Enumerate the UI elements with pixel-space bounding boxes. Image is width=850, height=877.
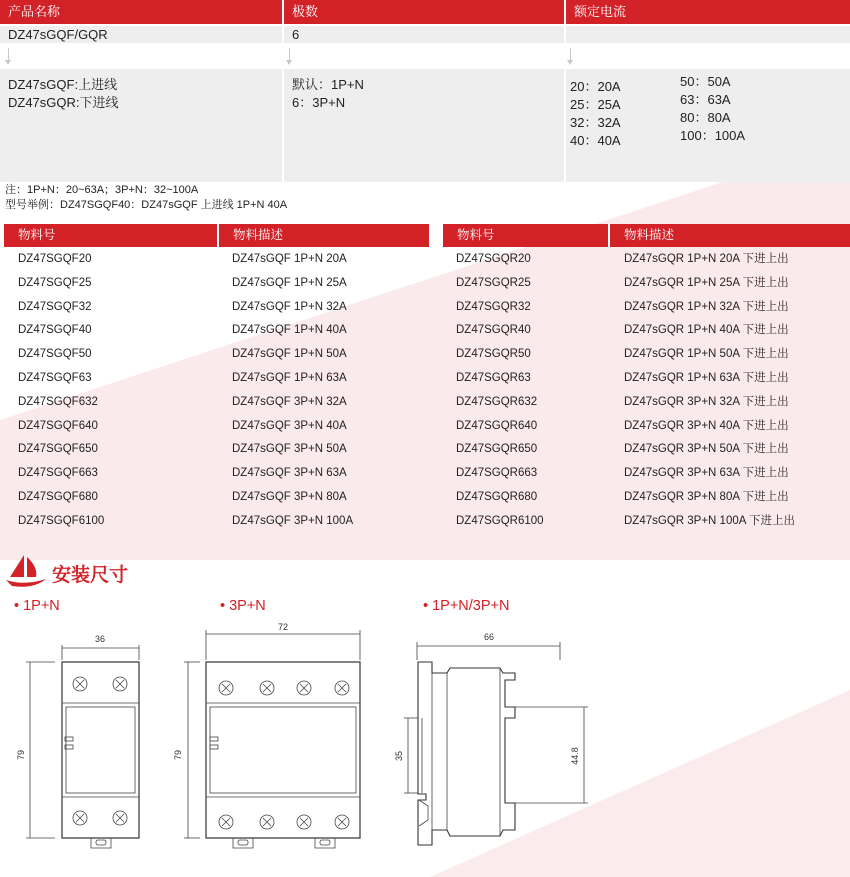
current-option: 25：25A <box>570 97 621 112</box>
dim-1p-width: 36 <box>94 634 106 644</box>
material-description: DZ47sGQF 3P+N 100A <box>232 514 354 527</box>
material-code: DZ47SGQF663 <box>18 467 98 480</box>
col-code-header: 物料号 <box>18 228 56 242</box>
table-row <box>440 464 850 488</box>
current-option: 100：100A <box>680 128 746 143</box>
pole-option: 默认：1P+N <box>292 77 364 92</box>
material-code: DZ47SGQF50 <box>18 348 92 361</box>
material-code: DZ47SGQF632 <box>18 395 98 408</box>
label-side: • 1P+N/3P+N <box>423 598 510 614</box>
material-code: DZ47SGQR640 <box>456 419 538 432</box>
table-row <box>440 274 850 298</box>
material-description: DZ47sGQF 3P+N 63A <box>232 467 347 480</box>
table-row <box>440 298 850 322</box>
material-code: DZ47SGQR63 <box>456 371 531 384</box>
material-description: DZ47sGQF 1P+N 50A <box>232 348 347 361</box>
material-description: DZ47sGQF 1P+N 40A <box>232 324 347 337</box>
dim-1p-height: 79 <box>16 749 26 761</box>
current-option: 50：50A <box>680 74 731 89</box>
material-code: DZ47SGQR32 <box>456 300 531 313</box>
material-description: DZ47sGQR 1P+N 63A 下进上出 <box>624 371 789 384</box>
table-row <box>0 488 430 512</box>
material-description: DZ47sGQR 3P+N 100A 下进上出 <box>624 514 795 527</box>
table-row <box>0 393 430 417</box>
material-code: DZ47SGQR20 <box>456 253 531 265</box>
material-code: DZ47SGQR6100 <box>456 514 544 527</box>
table-row <box>440 488 850 512</box>
table-row <box>0 298 430 322</box>
material-description: DZ47sGQR 3P+N 50A 下进上出 <box>624 443 789 456</box>
label-3p: • 3P+N <box>220 598 266 614</box>
arrow-down-icon <box>8 48 9 62</box>
material-description: DZ47sGQR 3P+N 40A 下进上出 <box>624 419 789 432</box>
material-code: DZ47SGQR50 <box>456 348 531 361</box>
material-code: DZ47SGQF32 <box>18 300 92 313</box>
notes <box>5 183 287 213</box>
material-description: DZ47sGQR 3P+N 63A 下进上出 <box>624 467 789 480</box>
header-rated-current: 额定电流 <box>566 0 850 24</box>
material-description: DZ47sGQF 1P+N 32A <box>232 300 347 313</box>
material-description: DZ47sGQR 1P+N 25A 下进上出 <box>624 276 789 289</box>
material-description: DZ47sGQR 3P+N 32A 下进上出 <box>624 395 789 408</box>
current-option: 32：32A <box>570 115 621 130</box>
label-1p: • 1P+N <box>14 598 60 614</box>
section-title-install: 安装尺寸 <box>52 565 129 586</box>
material-code: DZ47SGQF680 <box>18 490 98 503</box>
sailboat-logo-icon <box>4 553 48 589</box>
note-example: 型号举例：DZ47SGQF40：DZ47sGQF 上进线 1P+N 40A <box>5 199 288 211</box>
poles-options-cell <box>284 69 564 182</box>
material-description: DZ47sGQR 1P+N 32A 下进上出 <box>624 300 789 313</box>
material-code: DZ47SGQF40 <box>18 324 92 337</box>
material-table-left-header <box>4 224 429 247</box>
material-description: DZ47sGQF 3P+N 80A <box>232 490 347 503</box>
table-row <box>0 440 430 464</box>
pole-option: 6：3P+N <box>292 95 346 110</box>
material-list-gqr <box>440 250 850 536</box>
dim-side-height: 44.8 <box>570 747 580 765</box>
note-range: 注：1P+N：20~63A；3P+N：32~100A <box>5 184 199 196</box>
material-description: DZ47sGQR 1P+N 40A 下进上出 <box>624 324 789 337</box>
table-row <box>0 250 430 274</box>
col-desc-header: 物料描述 <box>624 228 675 242</box>
material-code: DZ47SGQR663 <box>456 467 538 480</box>
material-description: DZ47sGQR 1P+N 20A 下进上出 <box>624 253 789 265</box>
material-description: DZ47sGQF 1P+N 25A <box>232 276 347 289</box>
table-row <box>0 512 430 536</box>
header-product-name: 产品名称 <box>0 0 282 24</box>
material-code: DZ47SGQR650 <box>456 443 538 456</box>
material-description: DZ47sGQF 1P+N 63A <box>232 371 347 384</box>
material-code: DZ47SGQF63 <box>18 371 92 384</box>
material-code: DZ47SGQF6100 <box>18 514 105 527</box>
current-cell <box>566 26 850 43</box>
table-row <box>0 321 430 345</box>
material-code: DZ47SGQF640 <box>18 419 98 432</box>
dim-side-rail: 35 <box>394 750 404 762</box>
material-description: DZ47sGQF 3P+N 50A <box>232 443 347 456</box>
table-row <box>440 250 850 274</box>
current-option: 40：40A <box>570 133 621 148</box>
material-code: DZ47SGQR40 <box>456 324 531 337</box>
col-desc-header: 物料描述 <box>233 228 284 242</box>
material-code: DZ47SGQR680 <box>456 490 538 503</box>
name-option: DZ47sGQR:下进线 <box>8 95 119 110</box>
current-option: 80：80A <box>680 110 731 125</box>
material-description: DZ47sGQF 1P+N 20A <box>232 253 347 265</box>
table-row <box>0 464 430 488</box>
table-row <box>0 417 430 441</box>
material-description: DZ47sGQF 3P+N 40A <box>232 419 347 432</box>
names-cell <box>0 69 282 182</box>
current-option: 63：63A <box>680 92 731 107</box>
table-row <box>0 345 430 369</box>
poles-cell: 6 <box>284 26 564 43</box>
table-row <box>440 321 850 345</box>
current-option: 20：20A <box>570 79 621 94</box>
table-row <box>0 274 430 298</box>
table-row <box>440 393 850 417</box>
header-poles: 极数 <box>284 0 564 24</box>
material-table-right-header <box>443 224 850 247</box>
col-code-header: 物料号 <box>457 228 495 242</box>
material-code: DZ47SGQF650 <box>18 443 98 456</box>
material-code: DZ47SGQR25 <box>456 276 531 289</box>
material-list-gqf <box>0 250 430 536</box>
material-description: DZ47sGQR 3P+N 80A 下进上出 <box>624 490 789 503</box>
model-cell: DZ47sGQF/GQR <box>0 26 282 43</box>
material-code: DZ47SGQR632 <box>456 395 538 408</box>
material-description: DZ47sGQF 3P+N 32A <box>232 395 347 408</box>
table-row <box>440 369 850 393</box>
name-option: DZ47sGQF:上进线 <box>8 77 118 92</box>
dim-side-depth: 66 <box>483 632 495 642</box>
material-description: DZ47sGQR 1P+N 50A 下进上出 <box>624 348 789 361</box>
table-row <box>440 512 850 536</box>
material-code: DZ47SGQF20 <box>18 253 92 265</box>
table-row <box>0 369 430 393</box>
arrow-down-icon <box>289 48 290 62</box>
arrow-down-icon <box>570 48 571 62</box>
dim-3p-height: 79 <box>173 749 183 761</box>
table-row <box>440 417 850 441</box>
material-code: DZ47SGQF25 <box>18 276 92 289</box>
table-row <box>440 345 850 369</box>
current-options-cell <box>566 69 850 182</box>
dim-3p-width: 72 <box>277 622 289 632</box>
table-row <box>440 440 850 464</box>
